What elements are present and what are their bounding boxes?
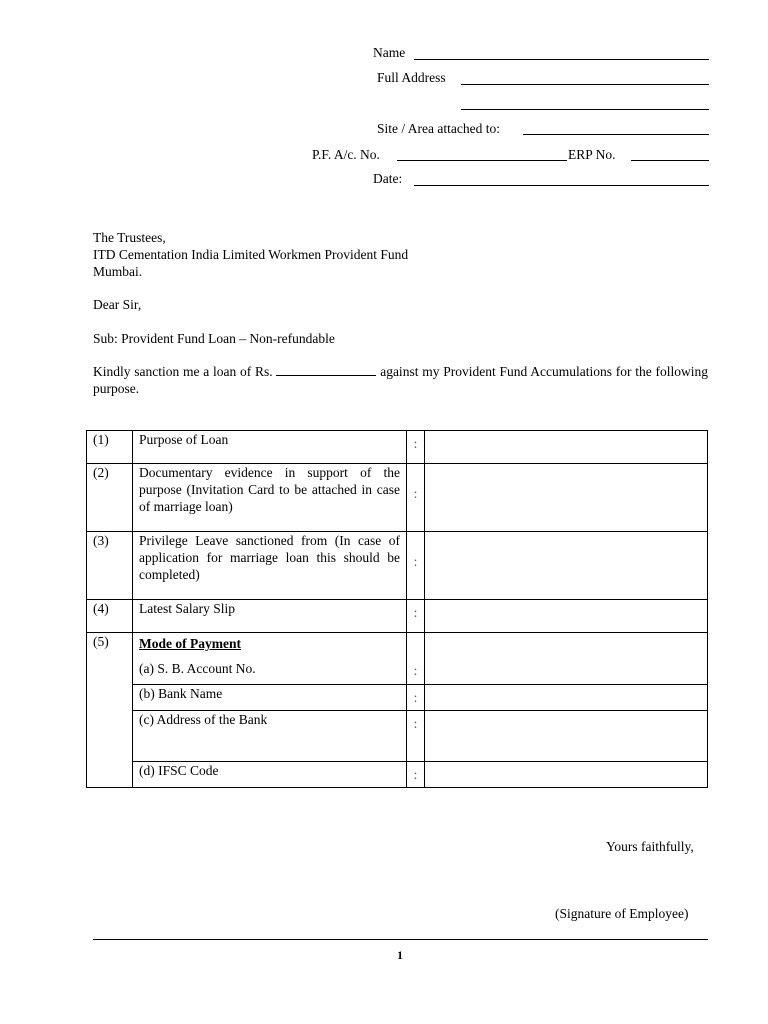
erp-no-field[interactable] [631,160,709,161]
closing-text: Yours faithfully, [606,839,694,854]
row-colon: : [407,532,425,600]
page-number: 1 [397,948,403,962]
request-text-start: Kindly sanction me a loan of Rs. [93,364,273,379]
name-label: Name [373,45,406,60]
pf-account-field[interactable] [397,160,567,161]
row-description: (c) Address of the Bank [133,711,407,762]
site-area-label: Site / Area attached to: [377,121,500,136]
addressee-line1: The Trustees, [93,230,166,245]
documentary-evidence-input[interactable] [425,464,708,532]
account-no-label: (a) S. B. Account No. [139,661,256,676]
row-number: (3) [87,532,133,600]
addressee-line2: ITD Cementation India Limited Workmen Provident Fund [93,247,409,262]
row-description: (d) IFSC Code [133,762,407,788]
row-colon: : [407,762,425,788]
footer-divider [93,939,708,940]
bank-address-input[interactable] [425,711,708,762]
site-area-field[interactable] [523,134,709,135]
table-row [87,464,708,532]
table-row [87,633,708,685]
purpose-of-loan-input[interactable] [425,431,708,464]
loan-details-table [86,430,708,788]
loan-amount-field[interactable] [276,363,376,376]
table-row [87,431,708,464]
row-description: Purpose of Loan [133,431,407,464]
request-text-end: against my Provident Fund Accumulations for the following purpose. [93,364,708,396]
full-address-label: Full Address [377,70,446,85]
bank-name-input[interactable] [425,685,708,711]
salutation: Dear Sir, [93,297,142,312]
privilege-leave-input[interactable] [425,532,708,600]
addressee-block [93,229,708,280]
row-colon: : [407,431,425,464]
row-colon: : [407,600,425,633]
request-paragraph [93,363,708,397]
row-description: (b) Bank Name [133,685,407,711]
row-number: (1) [87,431,133,464]
table-row [87,532,708,600]
date-label: Date: [373,171,403,186]
mode-of-payment-heading: Mode of Payment [139,636,241,651]
row-colon: : [407,685,425,711]
addressee-line3: Mumbai. [93,264,143,279]
name-field[interactable] [414,59,709,60]
full-address-field-line1[interactable] [461,84,709,85]
row-colon: : [407,464,425,532]
row-description: Latest Salary Slip [133,600,407,633]
salary-slip-input[interactable] [425,600,708,633]
row-colon: : [407,711,425,762]
table-row [87,685,708,711]
account-no-input[interactable] [425,633,708,685]
table-row [87,762,708,788]
signature-label: (Signature of Employee) [555,906,689,921]
date-field[interactable] [414,185,709,186]
table-row [87,600,708,633]
erp-no-label: ERP No. [568,147,616,162]
row-colon: : [407,633,425,685]
row-number: (4) [87,600,133,633]
table-row [87,711,708,762]
row-description [133,633,407,685]
row-description: Privilege Leave sanctioned from (In case of application for marriage loan this should be completed) [133,532,407,600]
ifsc-code-input[interactable] [425,762,708,788]
subject-line: Sub: Provident Fund Loan – Non-refundable [93,331,335,346]
row-number: (5) [87,633,133,788]
pf-account-label: P.F. A/c. No. [312,147,380,162]
row-number: (2) [87,464,133,532]
full-address-field-line2[interactable] [461,109,709,110]
row-description: Documentary evidence in support of the purpose (Invitation Card to be attached in case of marriage loan) [133,464,407,532]
